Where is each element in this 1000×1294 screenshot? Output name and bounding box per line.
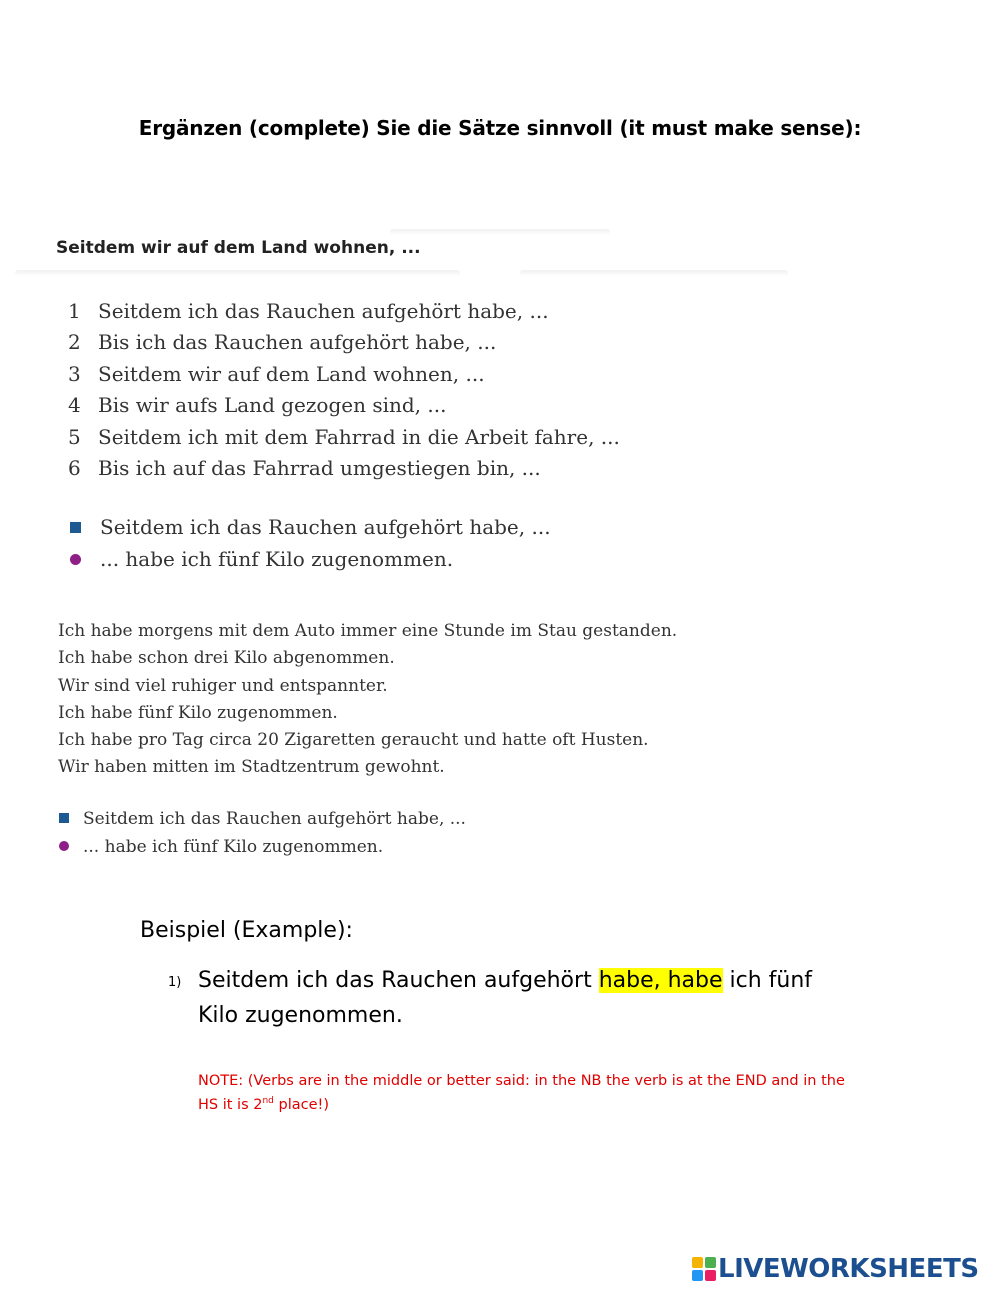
item-text: Bis wir aufs Land gezogen sind, ... xyxy=(98,393,447,418)
logo-square xyxy=(705,1257,716,1268)
item-text: Bis ich auf das Fahrrad umgestiegen bin, ... xyxy=(98,455,541,480)
note-text: NOTE: (Verbs are in the middle or better said: in the NB the verb is at the END and in the HS it is 2 xyxy=(198,1073,845,1113)
example-label: Beispiel (Example): xyxy=(140,918,353,943)
list-item: Wir haben mitten im Stadtzentrum gewohnt. xyxy=(58,757,445,778)
item-number: 6 xyxy=(68,455,81,480)
list-item: Ich habe fünf Kilo zugenommen. xyxy=(58,702,338,723)
decorative-shadow xyxy=(520,270,788,276)
logo-icon xyxy=(692,1257,716,1281)
purple-dot-icon xyxy=(70,554,81,565)
item-number: 4 xyxy=(68,393,81,418)
list-item xyxy=(68,422,620,453)
logo-text: LIVEWORKSHEETS xyxy=(718,1254,979,1284)
item-number: 2 xyxy=(68,330,81,355)
item-text: Seitdem ich das Rauchen aufgehört habe, ... xyxy=(98,299,549,323)
liveworksheets-logo xyxy=(692,1254,979,1284)
numbered-sentence-list xyxy=(68,296,620,484)
blue-square-icon xyxy=(70,522,81,533)
dialog-line-square xyxy=(70,512,551,544)
list-item xyxy=(68,453,620,484)
logo-square xyxy=(692,1257,703,1268)
list-item: Ich habe morgens mit dem Auto immer eine Stunde im Stau gestanden. xyxy=(58,621,678,641)
list-item: Ich habe schon drei Kilo abgenommen. xyxy=(58,648,395,669)
example-text-after: ich fünf Kilo zugenommen. xyxy=(198,968,813,1028)
decorative-shadow xyxy=(390,229,610,235)
example-sentence xyxy=(198,963,848,1033)
highlighted-verbs: habe, habe xyxy=(598,968,723,993)
dialog-example-2 xyxy=(59,806,466,861)
grammar-note xyxy=(198,1069,863,1117)
note-text-end: place!) xyxy=(273,1097,329,1113)
dialog-line-dot xyxy=(70,544,551,576)
dialog-text: ... habe ich fünf Kilo zugenommen. xyxy=(83,836,384,857)
dialog-example-1 xyxy=(70,512,551,575)
blue-square-icon xyxy=(59,813,69,823)
logo-square xyxy=(692,1270,703,1281)
item-number: 1 xyxy=(68,299,81,323)
purple-dot-icon xyxy=(59,841,69,851)
item-text: Bis ich das Rauchen aufgehört habe, ... xyxy=(98,330,497,355)
list-item xyxy=(68,327,620,358)
dialog-line-dot xyxy=(59,834,466,862)
list-item xyxy=(68,359,620,390)
dialog-line-square xyxy=(59,806,466,834)
list-item xyxy=(68,296,620,327)
item-text: Seitdem ich mit dem Fahrrad in die Arbeit fahre, ... xyxy=(98,424,620,449)
list-item: Wir sind viel ruhiger und entspannter. xyxy=(58,675,388,696)
note-superscript: nd xyxy=(262,1096,274,1107)
example-text-before: Seitdem ich das Rauchen aufgehört xyxy=(198,968,599,993)
dialog-text: Seitdem ich das Rauchen aufgehört habe, ... xyxy=(83,809,466,829)
decorative-shadow xyxy=(15,270,460,276)
item-number: 5 xyxy=(68,424,81,449)
example-number: 1) xyxy=(168,975,182,990)
section-heading: Seitdem wir auf dem Land wohnen, ... xyxy=(56,238,421,258)
list-item xyxy=(68,390,620,421)
logo-square xyxy=(705,1270,716,1281)
worksheet-title: Ergänzen (complete) Sie die Sätze sinnvoll (it must make sense): xyxy=(138,116,862,140)
dialog-text: Seitdem ich das Rauchen aufgehört habe, ... xyxy=(100,515,551,539)
completion-sentence-list xyxy=(58,618,677,782)
list-item: Ich habe pro Tag circa 20 Zigaretten geraucht und hatte oft Husten. xyxy=(58,730,649,751)
dialog-text: ... habe ich fünf Kilo zugenommen. xyxy=(100,546,454,571)
item-number: 3 xyxy=(68,361,81,386)
item-text: Seitdem wir auf dem Land wohnen, ... xyxy=(98,361,485,386)
